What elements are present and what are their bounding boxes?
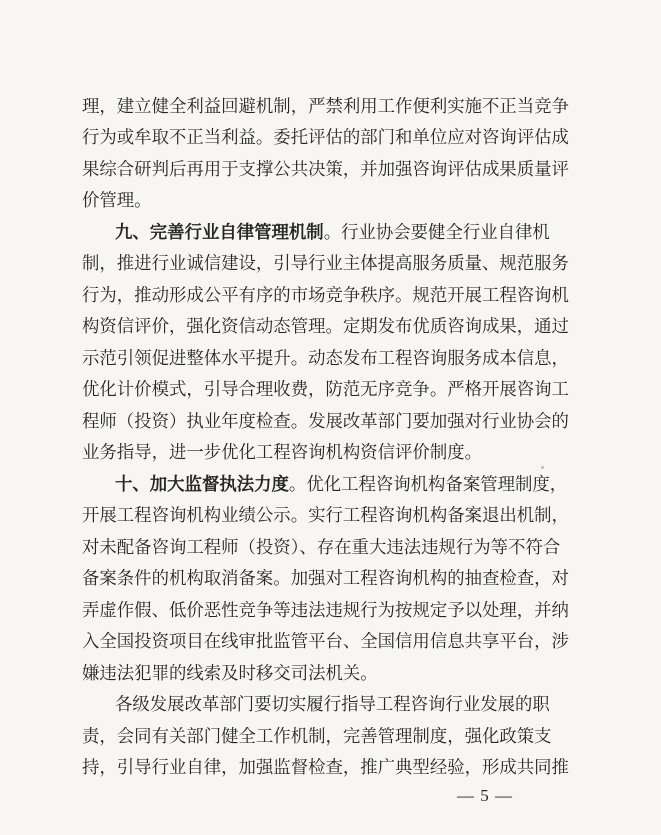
section-10-first-line xyxy=(115,470,568,500)
section-9-heading: 九、完善行业自律管理机制 xyxy=(115,223,324,243)
text-line: 持，引导行业自律，加强监督检查，推广典型经验，形成共同推 xyxy=(82,758,569,778)
text-line: 弄虚作假、低价恶性竞争等违法违规行为按规定予以处理，并纳 xyxy=(82,601,569,621)
text-line: 果综合研判后再用于支撑公共决策，并加强咨询评估成果质量评 xyxy=(82,160,569,180)
section-9-lead-text: 。行业协会要健全行业自律机 xyxy=(323,223,550,243)
section-9-first-line xyxy=(115,218,550,248)
text-line: 责，会同有关部门健全工作机制，完善管理制度，强化政策支 xyxy=(82,727,552,747)
text-line: 开展工程咨询机构业绩公示。实行工程咨询机构备案退出机制， xyxy=(82,506,569,526)
section-10-lead-text: 。优化工程咨询机构备案管理制度， xyxy=(288,475,568,495)
text-line: 价管理。 xyxy=(82,191,152,211)
section-10-heading: 十、加大监督执法力度 xyxy=(115,475,289,495)
scan-speck xyxy=(541,466,544,469)
text-line: 理，建立健全利益回避机制，严禁利用工作便利实施不正当竞争 xyxy=(82,97,569,117)
text-line: 构资信评价，强化资信动态管理。定期发布优质咨询成果，通过 xyxy=(82,317,569,337)
text-line: 行为，推动形成公平有序的市场竞争秩序。规范开展工程咨询机 xyxy=(82,286,569,306)
text-line: 程师（投资）执业年度检查。发展改革部门要加强对行业协会的 xyxy=(82,412,569,432)
text-line: 示范引领促进整体水平提升。动态发布工程咨询服务成本信息， xyxy=(82,349,569,369)
page-number: — 5 — xyxy=(457,786,513,805)
text-line: 入全国投资项目在线审批监管平台、全国信用信息共享平台，涉 xyxy=(82,632,569,652)
closing-first-line: 各级发展改革部门要切实履行指导工程咨询行业发展的职 xyxy=(115,695,550,715)
text-line: 备案条件的机构取消备案。加强对工程咨询机构的抽查检查，对 xyxy=(82,569,569,589)
text-line: 嫌违法犯罪的线索及时移交司法机关。 xyxy=(82,664,378,684)
text-line: 优化计价模式，引导合理收费，防范无序竞争。严格开展咨询工 xyxy=(82,380,569,400)
text-line: 行为或牟取不正当利益。委托评估的部门和单位应对咨询评估成 xyxy=(82,128,569,148)
text-line: 制，推进行业诚信建设，引导行业主体提高服务质量、规范服务 xyxy=(82,254,569,274)
text-line: 业务指导，进一步优化工程咨询机构资信评价制度。 xyxy=(82,443,482,463)
text-line: 对未配备咨询工程师（投资）、存在重大违法违规行为等不符合 xyxy=(82,538,561,558)
